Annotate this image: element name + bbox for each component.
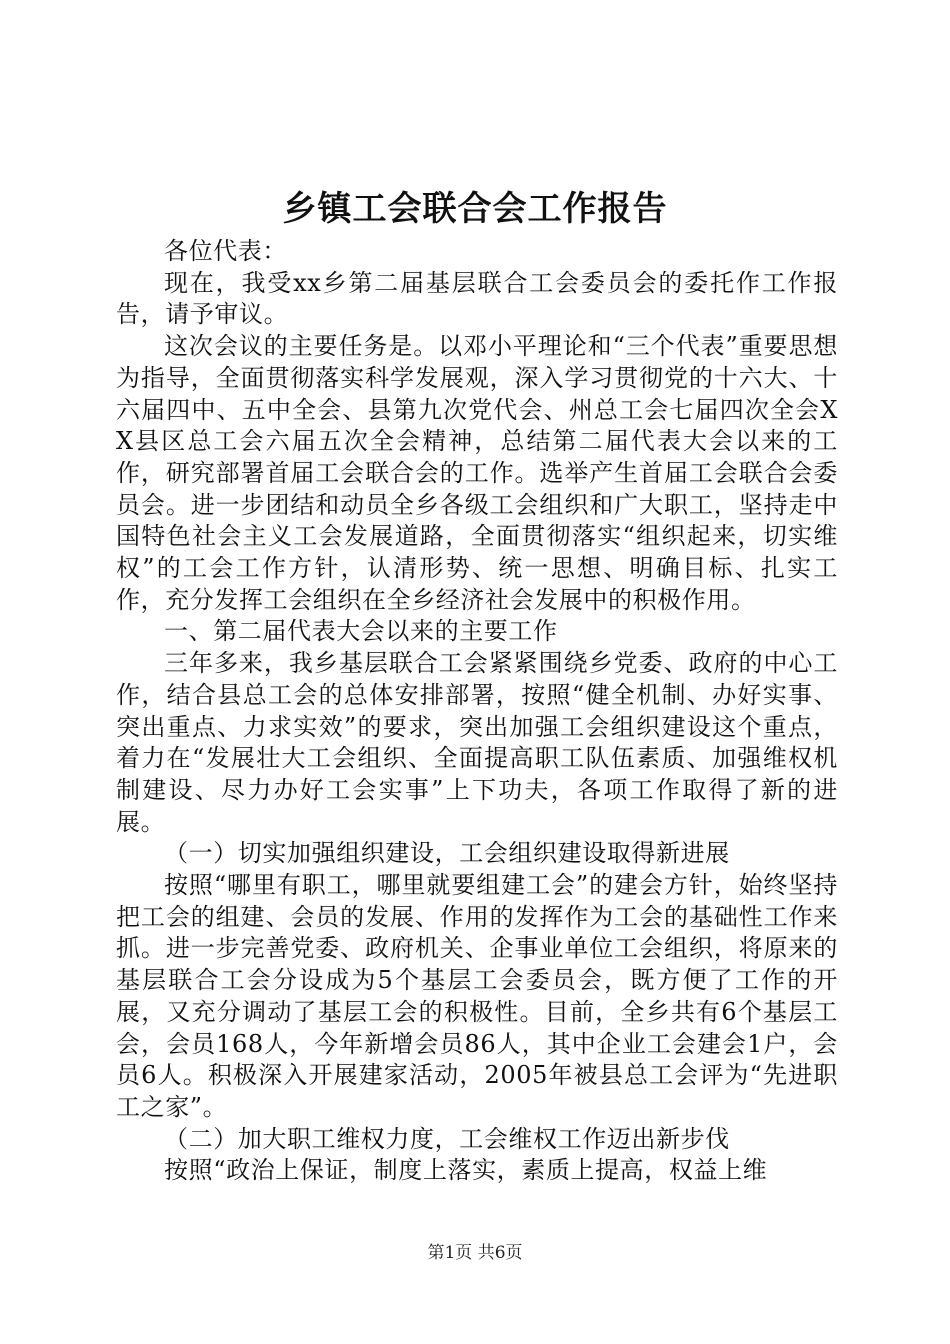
- section-heading-1: 一、第二届代表大会以来的主要工作: [164, 617, 558, 646]
- document-body: [116, 236, 838, 1187]
- paragraph-subsection-1: 按照“哪里有职工，哪里就要组建工会”的建会方针，始终坚持把工会的组建、会员的发展、作用的发挥作为工会的基础性工作来抓。进一步完善党委、政府机关、企事业单位工会组织，将原来的基层联合工会分设成为5个基层工会委员会，既方便了工作的开展，又充分调动了基层工会的积极性。目前，全乡共有6个基层工会，会员168人，今年新增会员86人，其中企业工会建会1户，会员6人。积极深入开展建家活动，2005年被县总工会评为“先进职工之家”。: [116, 871, 838, 1121]
- paragraph-section-1: 三年多来，我乡基层联合工会紧紧围绕乡党委、政府的中心工作，结合县总工会的总体安排部署，按照“健全机制、办好实事、突出重点、力求实效”的要求，突出加强工会组织建设这个重点，着力在“发展壮大工会组织、全面提高职工队伍素质、加强维权机制建设、尽力办好工会实事”上下功夫，各项工作取得了新的进展。: [116, 649, 838, 836]
- paragraph-salutation: 各位代表：: [164, 237, 287, 265]
- page-footer: 第1页 共6页: [427, 1243, 523, 1263]
- paragraph-intro: 现在，我受xx乡第二届基层联合工会委员会的委托作工作报告，请予审议。: [116, 268, 838, 329]
- paragraph-subsection-2: 按照“政治上保证，制度上落实，素质上提高，权益上维: [164, 1156, 768, 1185]
- subsection-heading-2: （二）加大职工维权力度，工会维权工作迈出新步伐: [164, 1124, 730, 1153]
- document-title: 乡镇工会联合会工作报告: [282, 189, 668, 229]
- paragraph-main-task: 这次会议的主要任务是。以邓小平理论和“三个代表”重要思想为指导，全面贯彻落实科学发展观，深入学习贯彻党的十六大、十六届四中、五中全会、县第九次党代会、州总工会七届四次全会XX县区总工会六届五次全会精神，总结第二届代表大会以来的工作，研究部署首届工会联合会的工作。选举产生首届工会联合会委员会。进一步团结和动员全乡各级工会组织和广大职工，坚持走中国特色社会主义工会发展道路，全面贯彻落实“组织起来，切实维权”的工会工作方针，认清形势、统一思想、明确目标、扎实工作，充分发挥工会组织在全乡经济社会发展中的积极作用。: [116, 332, 838, 614]
- subsection-heading-1: （一）切实加强组织建设，工会组织建设取得新进展: [164, 839, 730, 868]
